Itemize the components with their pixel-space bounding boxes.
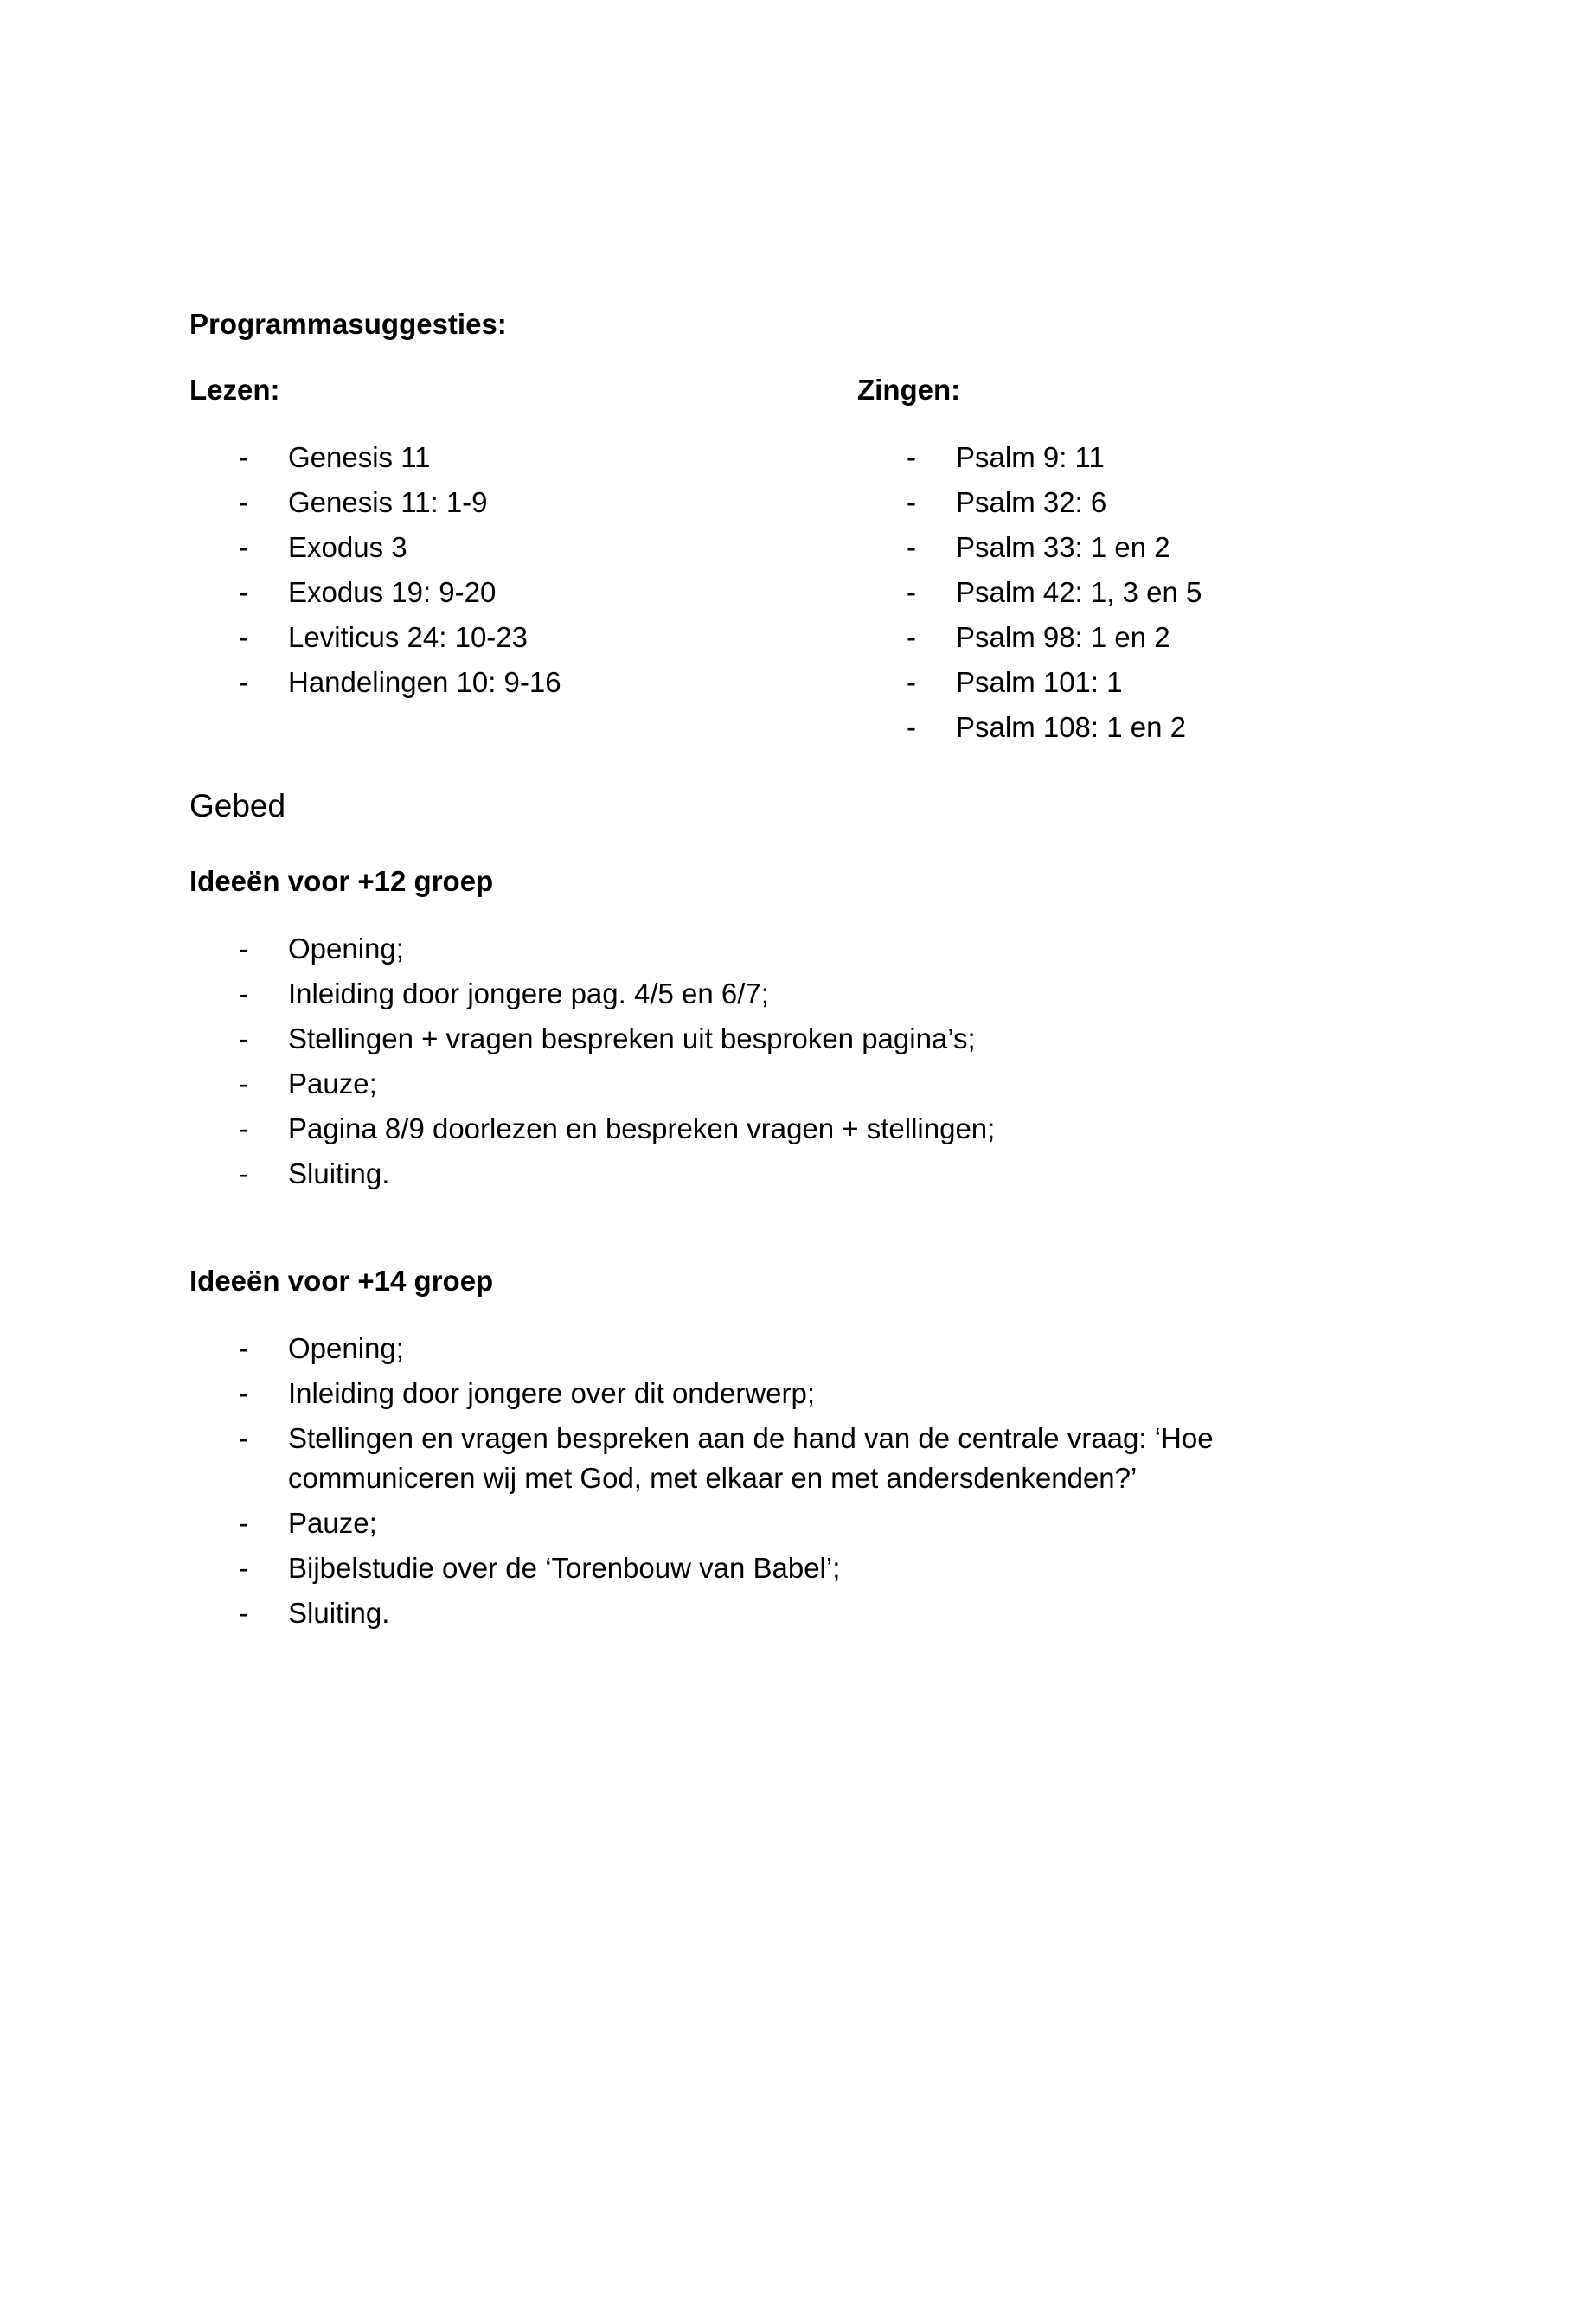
dash-bullet: - [239, 1377, 248, 1409]
dash-bullet: - [239, 1157, 248, 1189]
list-item-text: Psalm 9: 11 [956, 441, 1105, 473]
lezen-heading: Lezen: [189, 374, 280, 406]
list-item-text: Stellingen + vragen bespreken uit besproken pagina’s; [288, 1022, 976, 1054]
list-item [857, 528, 1407, 567]
zingen-list [857, 438, 1407, 747]
list-item-text: Psalm 42: 1, 3 en 5 [956, 576, 1202, 608]
doc-title: Programmasuggesties: [189, 308, 507, 340]
dash-bullet: - [239, 977, 248, 1009]
list-item [189, 1374, 1407, 1413]
list-item-text: Handelingen 10: 9-16 [288, 666, 561, 698]
dash-bullet: - [907, 621, 916, 653]
list-item [189, 483, 857, 522]
dash-bullet: - [239, 441, 248, 473]
list-item-text: Psalm 101: 1 [956, 666, 1123, 698]
list-item-text: Inleiding door jongere over dit onderwerp; [288, 1377, 816, 1409]
groep12-list [189, 929, 1407, 1194]
dash-bullet: - [239, 1112, 248, 1144]
dash-bullet: - [907, 711, 916, 743]
list-item [189, 974, 1407, 1014]
lezen-section [189, 370, 857, 708]
gebed-heading: Gebed [189, 788, 286, 824]
list-item [857, 708, 1407, 747]
list-item [189, 438, 857, 478]
dash-bullet: - [239, 486, 248, 518]
list-item-text: Psalm 98: 1 en 2 [956, 621, 1170, 653]
list-item-text: Pagina 8/9 doorlezen en bespreken vragen + stellingen; [288, 1112, 996, 1144]
dash-bullet: - [239, 1552, 248, 1584]
dash-bullet: - [239, 1422, 248, 1454]
list-item [189, 1109, 1407, 1149]
lezen-list [189, 438, 857, 702]
list-item [857, 438, 1407, 478]
list-item [189, 1329, 1407, 1368]
list-item [189, 1548, 1407, 1588]
zingen-heading: Zingen: [857, 374, 961, 406]
list-item [857, 573, 1407, 612]
list-item [857, 663, 1407, 702]
dash-bullet: - [907, 666, 916, 698]
dash-bullet: - [239, 933, 248, 965]
dash-bullet: - [907, 531, 916, 563]
list-item [189, 663, 857, 702]
zingen-section [857, 370, 1407, 753]
dash-bullet: - [239, 1022, 248, 1054]
dash-bullet: - [239, 666, 248, 698]
list-item-text: Exodus 19: 9-20 [288, 576, 497, 608]
list-item [189, 1503, 1407, 1543]
list-item-text: Bijbelstudie over de ‘Torenbouw van Babel’; [288, 1552, 841, 1584]
list-item-text: Sluiting. [288, 1597, 390, 1629]
groep12-heading: Ideeën voor +12 groep [189, 865, 494, 897]
dash-bullet: - [239, 1067, 248, 1099]
list-item [857, 483, 1407, 522]
list-item [189, 1419, 1407, 1498]
reading-singing-columns [189, 370, 1407, 753]
list-item-text: Inleiding door jongere pag. 4/5 en 6/7; [288, 977, 769, 1009]
list-item-text: Stellingen en vragen bespreken aan de hand van de centrale vraag: ‘Hoe communiceren wij met God, met elkaar en met andersdenkenden?’ [288, 1422, 1214, 1494]
list-item [189, 1064, 1407, 1104]
dash-bullet: - [239, 621, 248, 653]
dash-bullet: - [239, 1597, 248, 1629]
list-item-text: Psalm 32: 6 [956, 486, 1107, 518]
dash-bullet: - [239, 1332, 248, 1364]
list-item-text: Opening; [288, 933, 404, 965]
list-item-text: Psalm 33: 1 en 2 [956, 531, 1170, 563]
dash-bullet: - [239, 1507, 248, 1539]
list-item-text: Opening; [288, 1332, 404, 1364]
list-item [189, 1019, 1407, 1059]
list-item-text: Leviticus 24: 10-23 [288, 621, 529, 653]
list-item [189, 618, 857, 657]
dash-bullet: - [907, 486, 916, 518]
groep14-heading: Ideeën voor +14 groep [189, 1265, 494, 1297]
dash-bullet: - [907, 576, 916, 608]
list-item [189, 1154, 1407, 1194]
dash-bullet: - [239, 576, 248, 608]
groep14-list [189, 1329, 1407, 1633]
list-item [189, 573, 857, 612]
list-item-text: Genesis 11: 1-9 [288, 486, 488, 518]
list-item-text: Genesis 11 [288, 441, 431, 473]
list-item-text: Exodus 3 [288, 531, 407, 563]
dash-bullet: - [907, 441, 916, 473]
list-item [189, 1593, 1407, 1633]
list-item-text: Pauze; [288, 1507, 377, 1539]
list-item-text: Pauze; [288, 1067, 377, 1099]
list-item-text: Sluiting. [288, 1157, 390, 1189]
dash-bullet: - [239, 531, 248, 563]
list-item [189, 528, 857, 567]
list-item [189, 929, 1407, 969]
list-item [857, 618, 1407, 657]
list-item-text: Psalm 108: 1 en 2 [956, 711, 1186, 743]
